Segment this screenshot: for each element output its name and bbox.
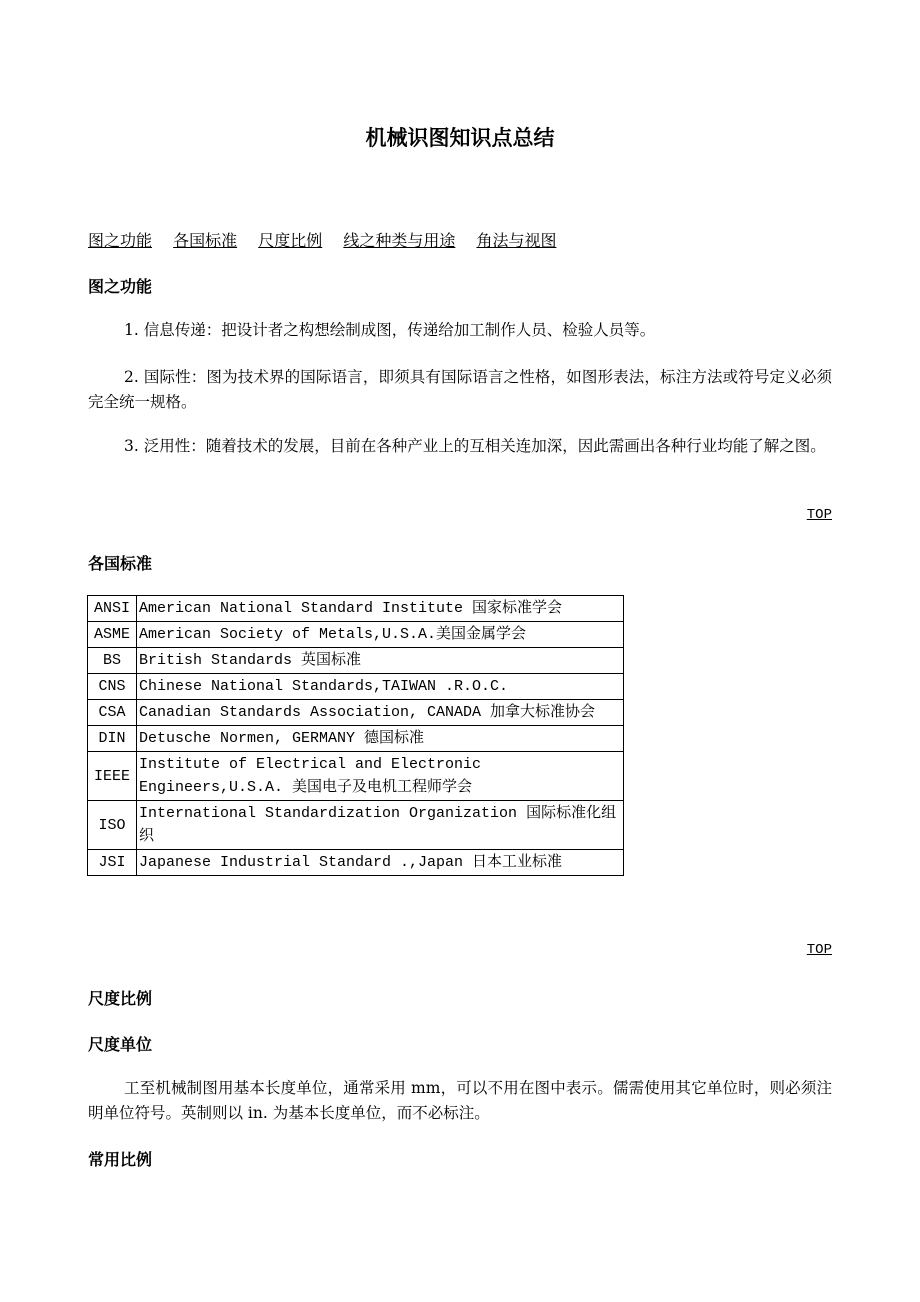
standard-abbr: BS: [88, 648, 137, 674]
standard-desc: Canadian Standards Association, CANADA 加拿大标准协会: [137, 700, 624, 726]
table-row: [88, 700, 624, 726]
standard-abbr: ISO: [88, 801, 137, 850]
standard-desc: Chinese National Standards,TAIWAN .R.O.C.: [137, 674, 624, 700]
table-row: [88, 850, 624, 876]
table-row: [88, 726, 624, 752]
section-nav: [88, 228, 572, 251]
standard-abbr: CSA: [88, 700, 137, 726]
heading-standards: 各国标准: [88, 554, 153, 573]
standard-abbr: ANSI: [88, 596, 137, 622]
standard-desc: American Society of Metals,U.S.A.美国金属学会: [137, 622, 624, 648]
heading-common-scale: 常用比例: [88, 1150, 153, 1169]
standard-abbr: ASME: [88, 622, 137, 648]
standard-desc: Detusche Normen, GERMANY 德国标准: [137, 726, 624, 752]
function-item-3: 3. 泛用性：随着技术的发展，目前在各种产业上的互相关连加深，因此需画出各种行业均能了解之图。: [124, 437, 826, 455]
standard-abbr: JSI: [88, 850, 137, 876]
standard-abbr: DIN: [88, 726, 137, 752]
nav-link-lines[interactable]: 线之种类与用途: [343, 231, 456, 250]
standard-abbr: IEEE: [88, 752, 137, 801]
heading-scale-unit: 尺度单位: [88, 1035, 153, 1054]
table-row: [88, 801, 624, 850]
page-title: 机械识图知识点总结: [365, 126, 555, 150]
nav-link-views[interactable]: 角法与视图: [476, 231, 557, 250]
table-row: [88, 648, 624, 674]
function-item-1: 1. 信息传递：把设计者之构想绘制成图，传递给加工制作人员、检验人员等。: [124, 321, 656, 339]
standard-abbr: CNS: [88, 674, 137, 700]
table-row: [88, 752, 624, 801]
function-item-2: 2. 国际性：图为技术界的国际语言，即须具有国际语言之性格，如图形表法，标注方法或符号定义必须完全统一规格。: [88, 368, 832, 411]
heading-function: 图之功能: [88, 277, 153, 296]
nav-link-standards[interactable]: 各国标准: [173, 231, 238, 250]
nav-link-scale[interactable]: 尺度比例: [258, 231, 323, 250]
standard-desc: Japanese Industrial Standard .,Japan 日本工业标准: [137, 850, 624, 876]
standard-desc: British Standards 英国标准: [137, 648, 624, 674]
table-row: [88, 596, 624, 622]
standards-table: [87, 595, 624, 876]
heading-scale: 尺度比例: [88, 989, 153, 1008]
top-link[interactable]: TOP: [806, 942, 832, 958]
table-row: [88, 622, 624, 648]
top-link[interactable]: TOP: [806, 507, 832, 523]
standard-desc: Institute of Electrical and Electronic Engineers,U.S.A. 美国电子及电机工程师学会: [137, 752, 624, 801]
table-row: [88, 674, 624, 700]
standard-desc: International Standardization Organization 国际标准化组织: [137, 801, 624, 850]
standard-desc: American National Standard Institute 国家标准学会: [137, 596, 624, 622]
scale-unit-text: 工至机械制图用基本长度单位，通常采用 mm，可以不用在图中表示。儒需使用其它单位时，则必须注明单位符号。英制则以 in. 为基本长度单位，而不必标注。: [88, 1079, 832, 1122]
nav-link-function[interactable]: 图之功能: [88, 231, 153, 250]
